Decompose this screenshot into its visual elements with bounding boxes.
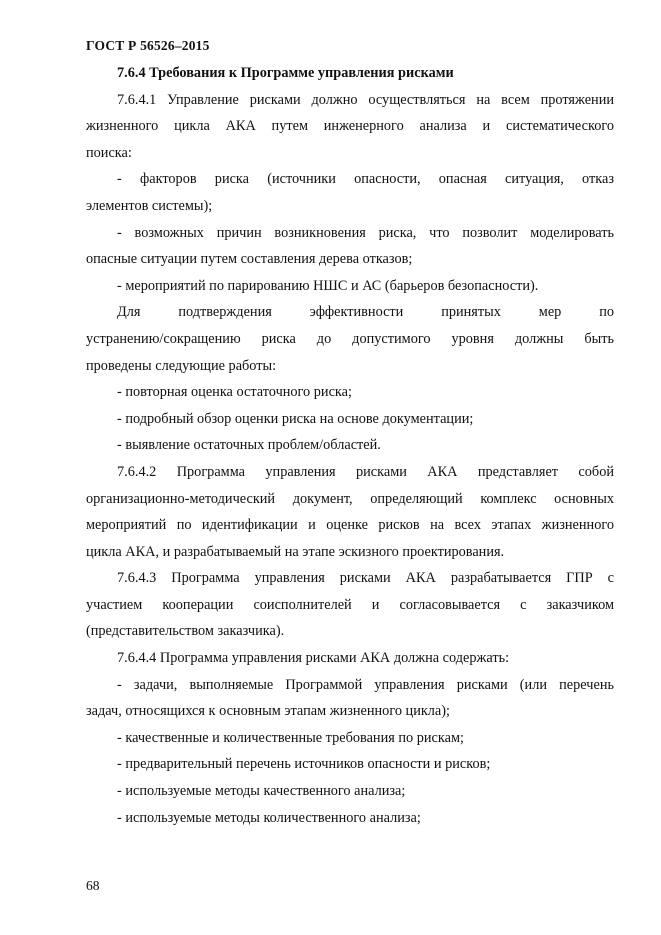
text-line: мероприятий по идентификации и оценке рисков на всех этапах жизненного	[86, 517, 614, 534]
text-line: - используемые методы качественного анализа;	[117, 783, 406, 800]
text-line: участием кооперации соисполнителей и согласовывается с заказчиком	[86, 596, 614, 613]
text-line: - мероприятий по парированию НШС и АС (барьеров безопасности).	[117, 277, 539, 294]
text-line: жизненного цикла АКА путем инженерного анализа и систематического	[86, 118, 614, 135]
text-line: опасные ситуации путем составления дерева отказов;	[86, 251, 413, 268]
text-line: - повторная оценка остаточного риска;	[117, 384, 352, 401]
text-line: элементов системы);	[86, 197, 213, 214]
text-line: цикла АКА, и разрабатываемый на этапе эскизного проектирования.	[86, 543, 505, 560]
text-line: - возможных причин возникновения риска, что позволит моделировать	[117, 224, 614, 241]
text-line: устранению/сокращению риска до допустимого уровня должны быть	[86, 330, 614, 347]
text-line: проведены следующие работы:	[86, 357, 277, 374]
text-line: (представительством заказчика).	[86, 623, 285, 640]
page-body	[86, 60, 614, 831]
text-line: 7.6.4.4 Программа управления рисками АКА должна содержать:	[117, 650, 510, 667]
text-line: - используемые методы количественного анализа;	[117, 809, 421, 826]
text-line: - качественные и количественные требования по рискам;	[117, 729, 464, 746]
text-line: - факторов риска (источники опасности, опасная ситуация, отказ	[117, 171, 614, 188]
page-number: 68	[86, 878, 100, 893]
text-line: - задачи, выполняемые Программой управления рисками (или перечень	[117, 676, 614, 693]
text-line: организационно-методический документ, определяющий комплекс основных	[86, 490, 614, 507]
document-header: ГОСТ Р 56526–2015	[86, 38, 210, 53]
text-line: 7.6.4.2 Программа управления рисками АКА представляет собой	[117, 463, 614, 480]
text-line: задач, относящихся к основным этапам жизненного цикла);	[86, 703, 451, 720]
text-line: - подробный обзор оценки риска на основе документации;	[117, 410, 474, 427]
text-line: - выявление остаточных проблем/областей.	[117, 437, 381, 454]
section-title: 7.6.4 Требования к Программе управления рисками	[117, 65, 454, 81]
text-line: поиска:	[86, 144, 132, 161]
text-line: 7.6.4.1 Управление рисками должно осуществляться на всем протяжении	[117, 91, 614, 108]
text-line: 7.6.4.3 Программа управления рисками АКА разрабатывается ГПР с	[117, 570, 614, 587]
text-line: - предварительный перечень источников опасности и рисков;	[117, 756, 491, 773]
text-line: Для подтверждения эффективности принятых мер по	[117, 304, 614, 321]
